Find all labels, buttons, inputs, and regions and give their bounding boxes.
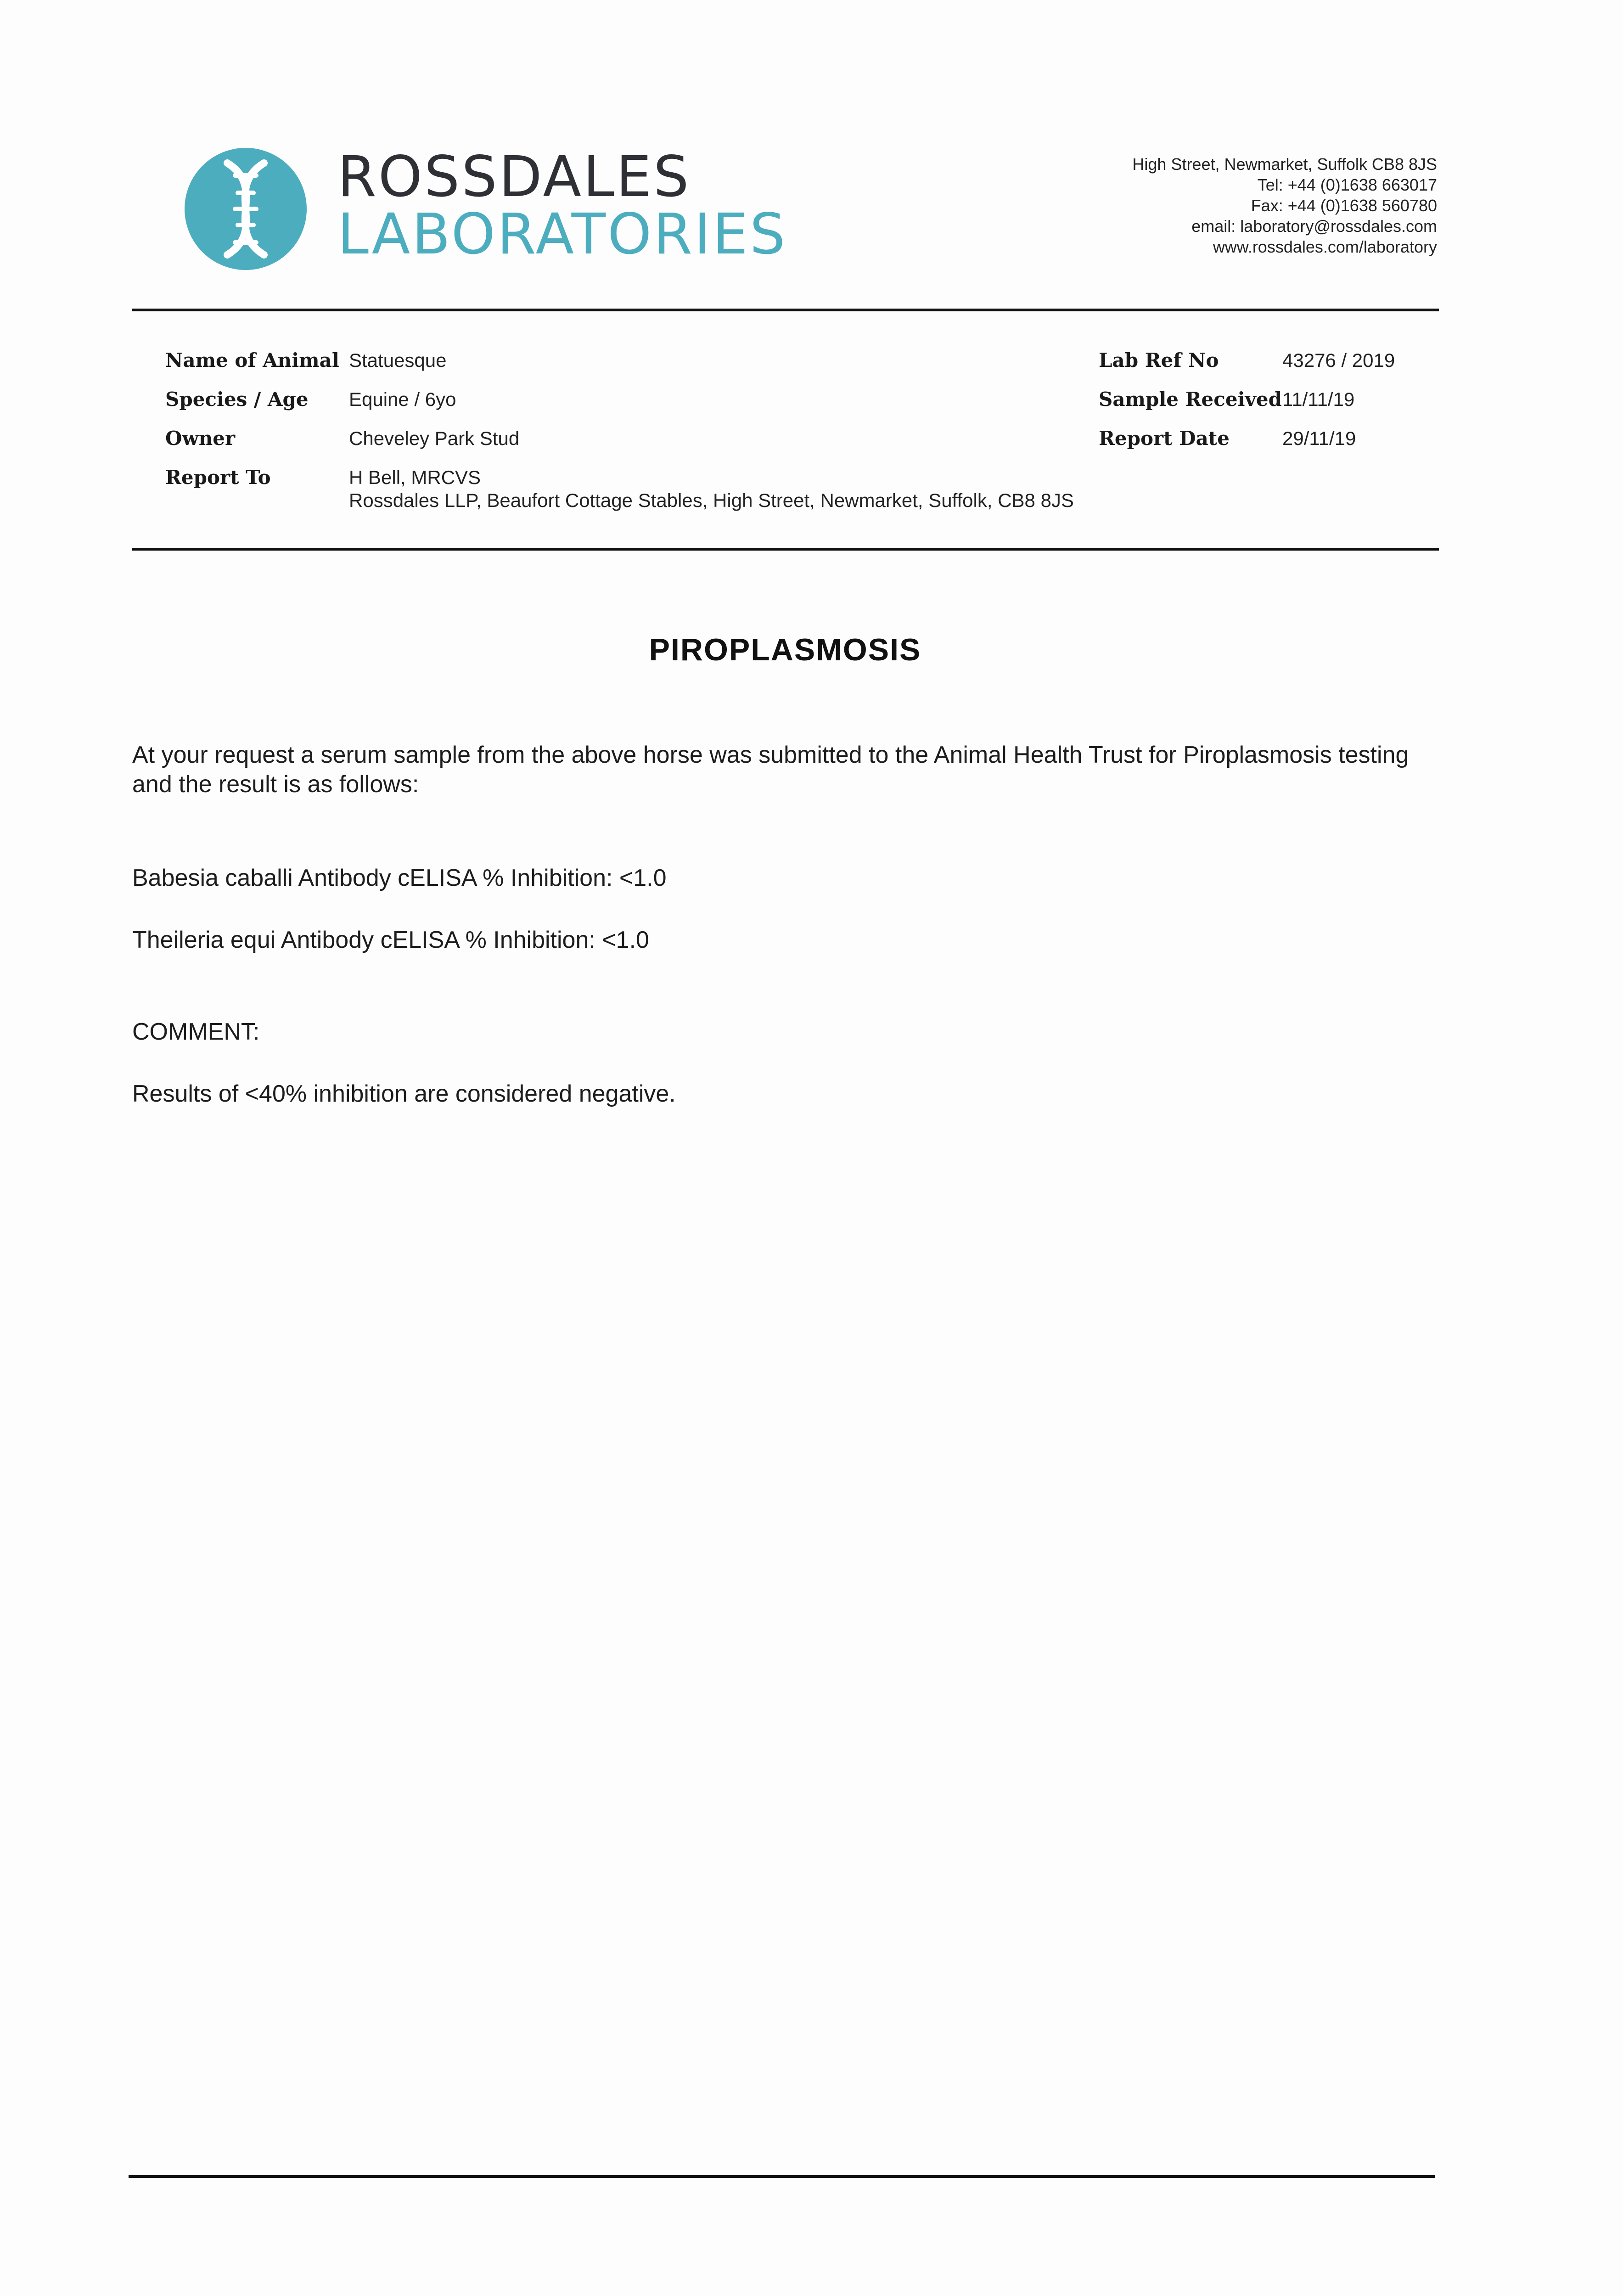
address-website: www.rossdales.com/laboratory <box>1213 237 1437 256</box>
species-age-value: Equine / 6yo <box>349 388 456 410</box>
footer-divider <box>129 2175 1435 2178</box>
name-of-animal-label: Name of Animal <box>165 349 339 371</box>
info-divider <box>132 548 1439 551</box>
lab-ref-value: 43276 / 2019 <box>1282 349 1395 371</box>
report-to-value-address: Rossdales LLP, Beaufort Cottage Stables, High Street, Newmarket, Suffolk, CB8 8JS <box>349 490 1074 511</box>
sample-received-value: 11/11/19 <box>1282 388 1355 410</box>
owner-value: Cheveley Park Stud <box>349 428 520 449</box>
report-title: PIROPLASMOSIS <box>649 632 921 667</box>
brand-name-rossdales: ROSSDALES <box>337 144 691 209</box>
owner-label: Owner <box>165 427 236 450</box>
company-logo <box>184 144 826 271</box>
comment-heading: COMMENT: <box>132 1019 260 1045</box>
dna-helix-icon <box>184 147 308 271</box>
report-intro: At your request a serum sample from the above horse was submitted to the Animal Health Trust for Piroplasmosis testing and the result is as follows: <box>132 742 1409 798</box>
address-email: email: laboratory@rossdales.com <box>1191 217 1437 236</box>
report-to-label: Report To <box>165 466 271 489</box>
info-row-lab-ref <box>1099 347 1466 386</box>
company-address <box>1132 154 1437 257</box>
brand-name-laboratories: LABORATORIES <box>337 202 787 267</box>
animal-info-right <box>1099 347 1466 464</box>
lab-ref-label: Lab Ref No <box>1099 349 1219 371</box>
address-street: High Street, Newmarket, Suffolk CB8 8JS <box>1132 155 1437 174</box>
report-to-value-name: H Bell, MRCVS <box>349 467 481 488</box>
info-row-report-to <box>165 464 1084 511</box>
sample-received-label: Sample Received <box>1099 388 1282 411</box>
info-row-species <box>165 386 1084 425</box>
species-age-label: Species / Age <box>165 388 309 411</box>
info-row-name <box>165 347 1084 386</box>
header-divider <box>132 309 1439 311</box>
info-row-report-date <box>1099 425 1466 464</box>
address-tel: Tel: +44 (0)1638 663017 <box>1257 175 1437 194</box>
comment-text: Results of <40% inhibition are considered negative. <box>132 1080 676 1107</box>
address-fax: Fax: +44 (0)1638 560780 <box>1251 196 1437 215</box>
result-theileria-equi: Theileria equi Antibody cELISA % Inhibition: <1.0 <box>132 927 649 953</box>
result-babesia-caballi: Babesia caballi Antibody cELISA % Inhibition: <1.0 <box>132 865 667 891</box>
report-date-label: Report Date <box>1099 427 1230 450</box>
animal-info-left <box>165 347 1084 511</box>
info-row-owner <box>165 425 1084 464</box>
info-row-sample-received <box>1099 386 1466 425</box>
report-date-value: 29/11/19 <box>1282 428 1356 449</box>
name-of-animal-value: Statuesque <box>349 349 447 371</box>
